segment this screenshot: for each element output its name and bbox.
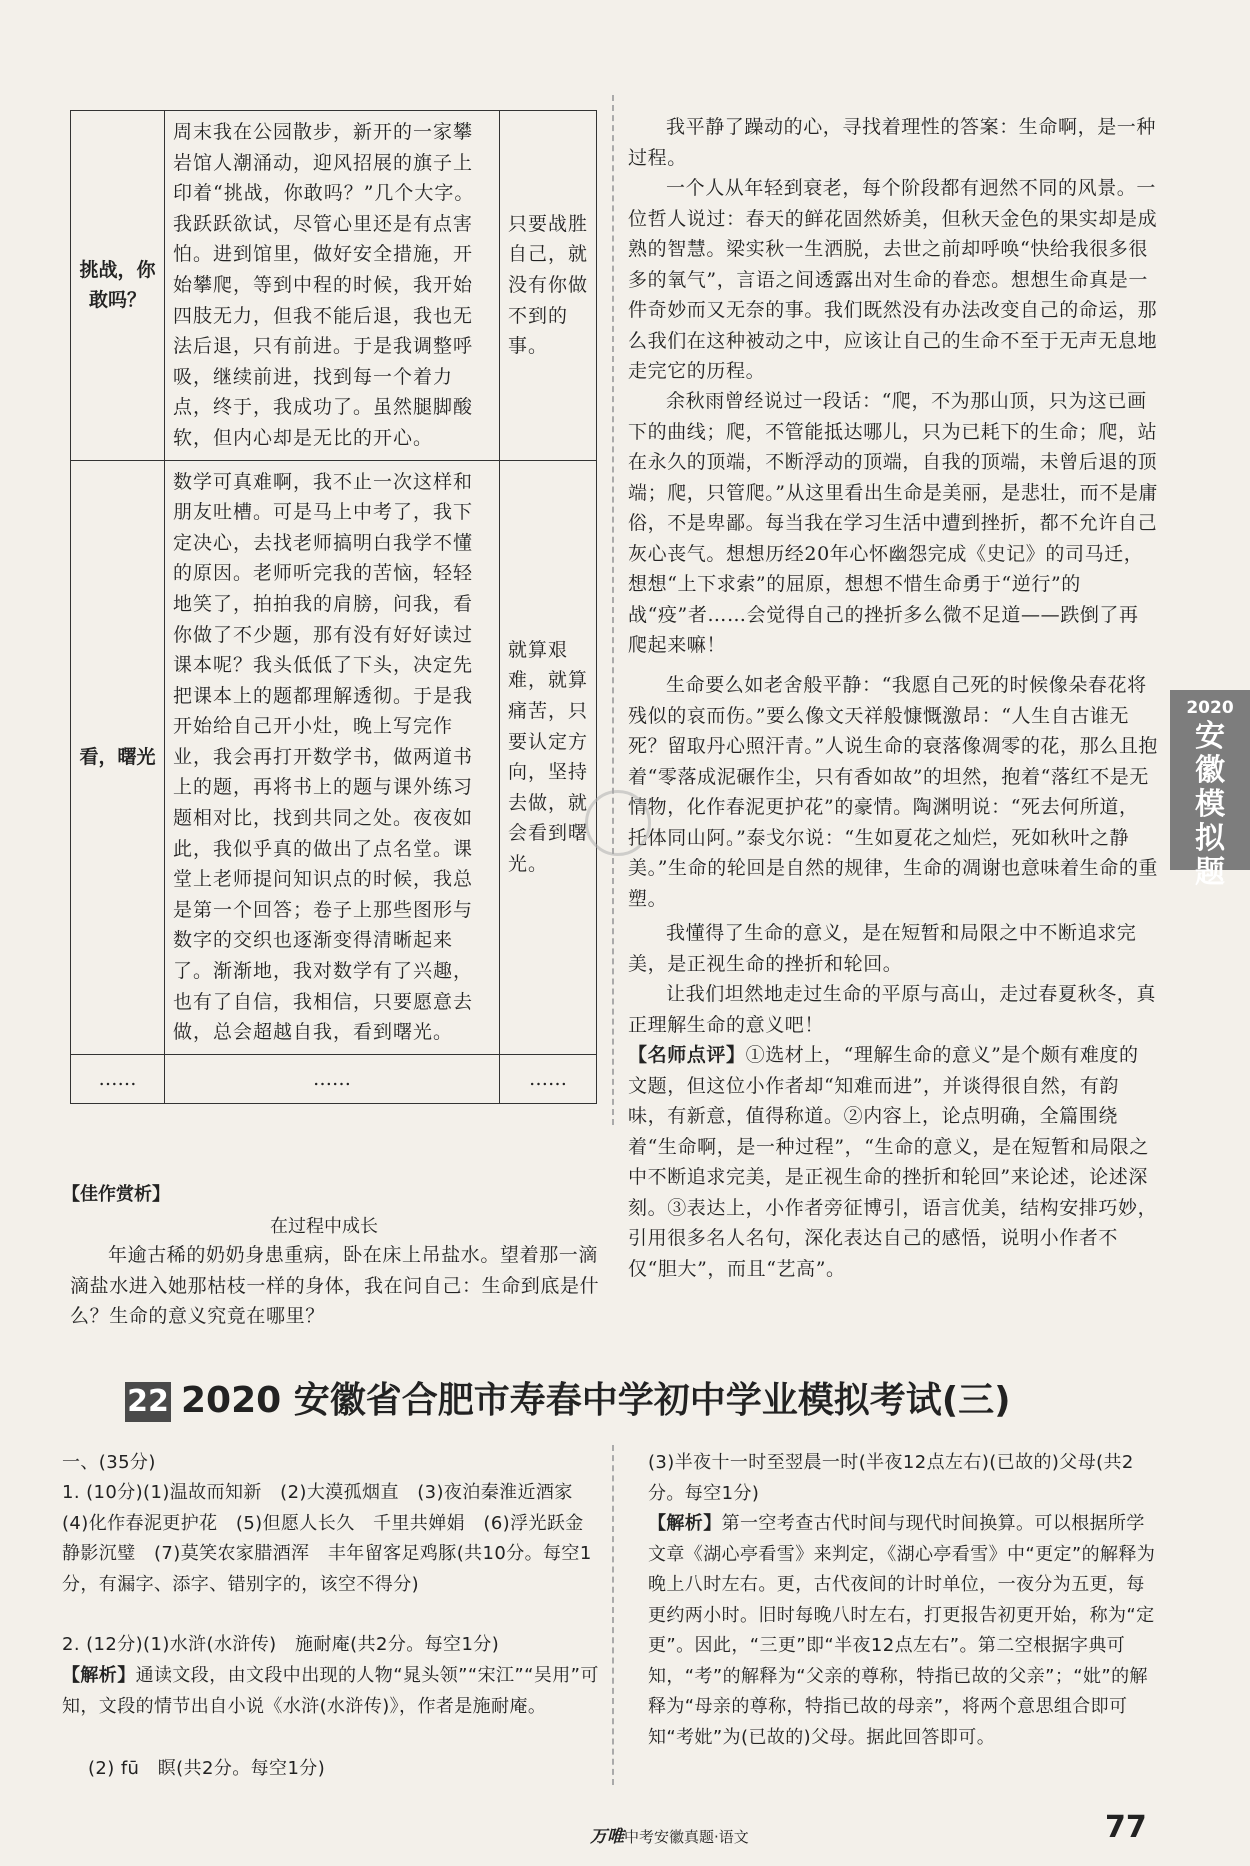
essay-table [70, 110, 597, 1104]
footer-text: 中考安徽真题·语文 [624, 1828, 749, 1846]
table-row-ellipsis [71, 1054, 597, 1103]
section-side-tab [1170, 690, 1250, 890]
side-tab-year: 2020 [1186, 698, 1234, 718]
exam-title: 2020 安徽省合肥市寿春中学初中学业模拟考试(三) [181, 1380, 1011, 1421]
ellipsis-cell: …… [500, 1054, 597, 1103]
comment-text: ①选材上，“理解生命的意义”是个颇有难度的文题，但这位小作者却“知难而进”，并谈得很自然，有韵味，有新意，值得称道。②内容上，论点明确，全篇围绕着“生命啊，是一种过程”，“生命的意义，是在短暂和局限之中不断追求完美，是正视生命的挫折和轮回”来论述，论述深刻。③表达上，小作者旁征博引，语言优美，结构安排巧妙，引用很多名人名句，深化表达自己的感悟，说明小作者不仅“胆大”，而且“艺高”。 [628, 1044, 1158, 1280]
answer-q2-2: (2) fū 瞑(共2分。每空1分) [88, 1758, 326, 1779]
brand-logo: 万唯 [590, 1827, 624, 1847]
essay-paragraph: 年逾古稀的奶奶身患重病，卧在床上吊盐水。望着那一滴滴盐水进入她那枯枝一样的身体，我在问自己：生命到底是什么？生命的意义究竟在哪里？ [70, 1244, 600, 1327]
essay-paragraph: 我平静了躁动的心，寻找着理性的答案：生命啊，是一种过程。 [628, 116, 1157, 169]
essay-paragraph: 生命要么如老舍般平静：“我愿自己死的时候像朵春花将残似的哀而伤。”要么像文天祥般慷慨激昂：“人生自古谁无死？留取丹心照汗青。”人说生命的衰落像凋零的花，那么且抱着“零落成泥碾作尘，只有香如故”的坦然，抱着“落红不是无情物，化作春泥更护花”的豪情。陶渊明说：“死去何所道，托体同山阿。”泰戈尔说：“生如夏花之灿烂，死如秋叶之静美。”生命的轮回是自然的规律，生命的凋谢也意味着生命的重塑。 [628, 674, 1159, 910]
row-summary: 只要战胜自己，就没有你做不到的事。 [500, 111, 597, 461]
answer-q2: 2. (12分)(1)水浒(水浒传) 施耐庵(共2分。每空1分) [62, 1634, 500, 1655]
appreciation-label: 【佳作赏析】 [62, 1184, 170, 1205]
answer-q3-explain [648, 1509, 1158, 1753]
page-number: 77 [1105, 1810, 1147, 1845]
essay-title: 在过程中成长 [270, 1216, 378, 1237]
essay-paragraph: 我懂得了生命的意义，是在短暂和局限之中不断追求完美，是正视生命的挫折和轮回。 [628, 922, 1137, 975]
essay-paragraph: 一个人从年轻到衰老，每个阶段都有迥然不同的风景。一位哲人说过：春天的鲜花固然娇美，但秋天金色的果实却是成熟的智慧。梁实秋一生洒脱，去世之前却呼唤“快给我很多很多的氧气”，言语之间透露出对生命的眷恋。想想生命真是一件奇妙而又无奈的事。我们既然没有办法改变自己的命运，那么我们在这种被动之中，应该让自己的生命不至于无声无息地走完它的历程。 [628, 177, 1158, 382]
table-row [71, 460, 597, 1054]
answer-q2-explain [62, 1661, 602, 1722]
comment-label: 【名师点评】 [628, 1044, 746, 1066]
teacher-comment [628, 1040, 1158, 1284]
answer-q3: (3)半夜十一时至翌晨一时(半夜12点左右)(已故的)父母(共2分。每空1分) [648, 1452, 1134, 1504]
exam-banner [125, 1372, 1011, 1423]
essay-paragraph: 余秋雨曾经说过一段话：“爬，不为那山顶，只为这已画下的曲线；爬，不管能抵达哪儿，只为已耗下的生命；爬，站在永久的顶端，不断浮动的顶端，自我的顶端，未曾后退的顶端；爬，只管爬。”从这里看出生命是美丽，是悲壮，而不是庸俗，不是卑鄙。每当我在学习生活中遭到挫折，都不允许自己灰心丧气。想想历经20年心怀幽怨完成《史记》的司马迁，想想“上下求索”的屈原，想想不惜生命勇于“逆行”的战“疫”者……会觉得自己的挫折多么微不足道——跌倒了再爬起来嘛！ [628, 390, 1159, 656]
table-row [71, 111, 597, 461]
row-title: 看，曙光 [71, 460, 165, 1054]
explain-label: 【解析】 [648, 1513, 722, 1534]
column-divider-top [612, 95, 614, 1125]
footer-brand [590, 1822, 749, 1847]
row-title: 挑战，你敢吗？ [71, 111, 165, 461]
essay-paragraph: 让我们坦然地走过生命的平原与高山，走过春夏秋冬，真正理解生命的意义吧！ [628, 983, 1157, 1036]
explain-text: 第一空考查古代时间与现代时间换算。可以根据所学文章《湖心亭看雪》来判定，《湖心亭看雪》中“更定”的解释为晚上八时左右。更，古代夜间的计时单位，一夜分为五更，每更约两小时。旧时每晚八时左右，打更报告初更开始，称为“定更”。因此，“三更”即“半夜12点左右”。第二空根据字典可知，“考”的解释为“父亲的尊称，特指已故的父亲”；“妣”的解释为“母亲的尊称，特指已故的母亲”，将两个意思组合即可知“考妣”为(已故的)父母。据此回答即可。 [648, 1513, 1156, 1748]
explain-text: 通读文段，由文段中出现的人物“晁头领”“宋江”“吴用”可知，文段的情节出自小说《水浒(水浒传)》，作者是施耐庵。 [62, 1665, 599, 1717]
explain-label: 【解析】 [62, 1665, 136, 1686]
exam-number-badge: 22 [125, 1382, 171, 1422]
row-text: 周末我在公园散步，新开的一家攀岩馆人潮涌动，迎风招展的旗子上印着“挑战，你敢吗？”几个大字。我跃跃欲试，尽管心里还是有点害怕。进到馆里，做好安全措施，开始攀爬，等到中程的时候，我开始四肢无力，但我不能后退，我也无法后退，只有前进。于是我调整呼吸，继续前进，找到每一个着力点，终于，我成功了。虽然腿脚酸软，但内心却是无比的开心。 [165, 111, 500, 461]
answer-section-label: 一、(35分) [62, 1452, 156, 1473]
answer-q1: 1. (10分)(1)温故而知新 (2)大漠孤烟直 (3)夜泊秦淮近酒家 (4)化作春泥更护花 (5)但愿人长久 千里共婵娟 (6)浮光跃金 静影沉璧 (7)莫笑农家腊酒浑 丰年留客足鸡豚(共10分。每空1分，有漏字、添字、错别字的，该空不得分) [62, 1482, 603, 1595]
ellipsis-cell: …… [71, 1054, 165, 1103]
column-divider-bottom [612, 1445, 614, 1785]
stamp-watermark [585, 790, 651, 856]
side-tab-name: 安徽模拟题 [1195, 719, 1225, 890]
row-text: 数学可真难啊，我不止一次这样和朋友吐槽。可是马上中考了，我下定决心，去找老师搞明白我学不懂的原因。老师听完我的苦恼，轻轻地笑了，拍拍我的肩膀，问我，看你做了不少题，那有没有好好读过课本呢？我头低低了下头，决定先把课本上的题都理解透彻。于是我开始给自己开小灶，晚上写完作业，我会再打开数学书，做两道书上的题，再将书上的题与课外练习题相对比，找到共同之处。夜夜如此，我似乎真的做出了点名堂。课堂上老师提问知识点的时候，我总是第一个回答；卷子上那些图形与数字的交织也逐渐变得清晰起来了。渐渐地，我对数学有了兴趣，也有了自信，我相信，只要愿意去做，总会超越自我，看到曙光。 [165, 460, 500, 1054]
ellipsis-cell: …… [165, 1054, 500, 1103]
row-summary: 就算艰难，就算痛苦，只要认定方向，坚持去做，就会看到曙光。 [500, 460, 597, 1054]
